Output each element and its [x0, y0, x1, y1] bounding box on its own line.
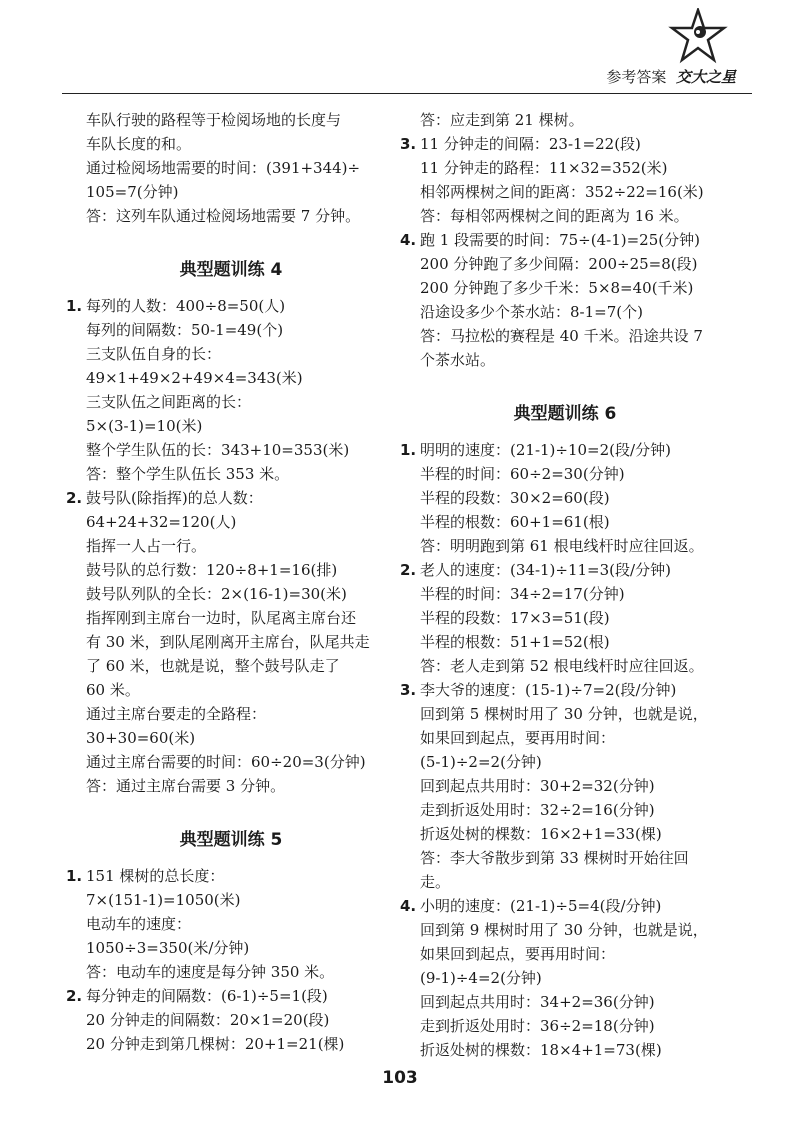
- answer-item-line: [400, 678, 730, 702]
- answer-text-line: (9-1)÷4=2(分钟): [420, 969, 542, 987]
- item-number: 4.: [400, 231, 417, 249]
- answer-text-line: 200 分钟跑了多少间隔：200÷25=8(段): [420, 255, 698, 273]
- answer-text-line: (5-1)÷2=2(分钟): [420, 753, 542, 771]
- answer-text-line: 指挥一人占一行。: [86, 537, 207, 555]
- answer-text-line: 半程的时间：60÷2=30(分钟): [420, 465, 625, 483]
- answer-text-line: 通过检阅场地需要的时间：(391+344)÷: [86, 159, 361, 177]
- answer-text-line: 答：电动车的速度是每分钟 350 米。: [86, 963, 335, 981]
- answer-text-line: 每列的间隔数：50-1=49(个): [86, 321, 284, 339]
- section-heading: 典型题训练 6: [513, 404, 617, 424]
- answer-text-line: 半程的根数：60+1=61(根): [420, 513, 610, 531]
- answer-text-line: 相邻两棵树之间的距离：352÷22=16(米): [420, 183, 704, 201]
- answer-text-line: 走到折返处用时：36÷2=18(分钟): [420, 1017, 655, 1035]
- header-label: [606, 66, 736, 87]
- answer-text-line: 走。: [420, 873, 451, 891]
- answer-text-line: 车队行驶的路程等于检阅场地的长度与: [86, 111, 342, 129]
- answer-text: 11 分钟走的间隔：23-1=22(段): [420, 135, 641, 153]
- answer-text-line: 答：通过主席台需要 3 分钟。: [86, 777, 286, 795]
- answer-item-line: [400, 894, 730, 918]
- answer-text-line: 折返处树的棵数：18×4+1=73(棵): [420, 1041, 662, 1059]
- answer-text-line: 答：老人走到第 52 根电线杆时应往回返。: [420, 657, 704, 675]
- answer-text-line: 三支队伍之间距离的长：: [86, 393, 252, 411]
- answer-text: 每列的人数：400÷8=50(人): [86, 297, 286, 315]
- header-section-title: 参考答案: [606, 68, 667, 86]
- answer-text-line: 回到第 5 棵树时用了 30 分钟，也就是说，: [420, 705, 708, 723]
- answer-text-line: 答：每相邻两棵树之间的距离为 16 米。: [420, 207, 689, 225]
- answer-text-line: 如果回到起点，要再用时间：: [420, 945, 616, 963]
- answer-text-line: 答：李大爷散步到第 33 棵树时开始往回: [420, 849, 689, 867]
- answer-text-line: 105=7(分钟): [86, 183, 179, 201]
- item-number: 1.: [66, 867, 83, 885]
- answer-item-line: [66, 864, 396, 888]
- answer-text: 151 棵树的总长度：: [86, 867, 225, 885]
- answer-text-line: 鼓号队列队的全长：2×(16-1)=30(米): [86, 585, 347, 603]
- answer-text-line: 1050÷3=350(米/分钟): [86, 939, 250, 957]
- answer-text-line: 三支队伍自身的长：: [86, 345, 222, 363]
- answer-text-line: 20 分钟走到第几棵树：20+1=21(棵): [86, 1035, 345, 1053]
- answer-text-line: 半程的段数：30×2=60(段): [420, 489, 610, 507]
- answer-item-line: [400, 438, 730, 462]
- answer-text-line: 半程的根数：51+1=52(根): [420, 633, 610, 651]
- answer-item-line: [66, 486, 396, 510]
- answer-text-line: 电动车的速度：: [86, 915, 192, 933]
- answer-text-line: 个茶水站。: [420, 351, 496, 369]
- answer-text-line: 沿途设多少个茶水站：8-1=7(个): [420, 303, 643, 321]
- answer-text-line: 回到起点共用时：30+2=32(分钟): [420, 777, 655, 795]
- answer-text: 明明的速度：(21-1)÷10=2(段/分钟): [420, 441, 671, 459]
- left-column: [66, 108, 396, 1056]
- answer-text-line: 答：整个学生队伍长 353 米。: [86, 465, 290, 483]
- answer-text-line: 200 分钟跑了多少千米：5×8=40(千米): [420, 279, 694, 297]
- answer-item-line: [400, 132, 730, 156]
- answer-text-line: 答：这列车队通过检阅场地需要 7 分钟。: [86, 207, 361, 225]
- answer-text: 每分钟走的间隔数：(6-1)÷5=1(段): [86, 987, 328, 1005]
- header-rule: [62, 93, 752, 94]
- answer-text-line: 回到第 9 棵树时用了 30 分钟，也就是说，: [420, 921, 708, 939]
- item-number: 2.: [66, 489, 83, 507]
- item-number: 2.: [400, 561, 417, 579]
- answer-text-line: 整个学生队伍的长：343+10=353(米): [86, 441, 350, 459]
- page-number: 103: [382, 1068, 418, 1088]
- answer-text-line: 60 米。: [86, 681, 140, 699]
- answer-text-line: 如果回到起点，要再用时间：: [420, 729, 616, 747]
- answer-text-line: 7×(151-1)=1050(米): [86, 891, 241, 909]
- answer-item-line: [66, 294, 396, 318]
- answer-text-line: 通过主席台要走的全路程：: [86, 705, 267, 723]
- item-number: 1.: [400, 441, 417, 459]
- answer-item-line: [400, 558, 730, 582]
- answer-item-line: [400, 228, 730, 252]
- answer-text-line: 答：明明跑到第 61 根电线杆时应往回返。: [420, 537, 704, 555]
- item-number: 3.: [400, 681, 417, 699]
- answer-text: 李大爷的速度：(15-1)÷7=2(段/分钟): [420, 681, 677, 699]
- answer-text: 跑 1 段需要的时间：75÷(4-1)=25(分钟): [420, 231, 700, 249]
- answer-text-line: 答：应走到第 21 棵树。: [420, 111, 584, 129]
- answer-text-line: 折返处树的棵数：16×2+1=33(棵): [420, 825, 662, 843]
- answer-text-line: 车队长度的和。: [86, 135, 192, 153]
- answer-text-line: 鼓号队的总行数：120÷8+1=16(排): [86, 561, 338, 579]
- answer-text-line: 回到起点共用时：34+2=36(分钟): [420, 993, 655, 1011]
- answer-text-line: 有 30 米，到队尾刚离开主席台，队尾共走: [86, 633, 370, 651]
- answer-text-line: 49×1+49×2+49×4=343(米): [86, 369, 303, 387]
- answer-text-line: 11 分钟走的路程：11×32=352(米): [420, 159, 668, 177]
- answer-text: 老人的速度：(34-1)÷11=3(段/分钟): [420, 561, 671, 579]
- answer-text-line: 5×(3-1)=10(米): [86, 417, 203, 435]
- answer-text-line: 半程的时间：34÷2=17(分钟): [420, 585, 625, 603]
- header-brand: 交大之星: [675, 68, 736, 86]
- answer-text-line: 答：马拉松的赛程是 40 千米。沿途共设 7: [420, 327, 703, 345]
- answer-text: 小明的速度：(21-1)÷5=4(段/分钟): [420, 897, 662, 915]
- answer-text: 鼓号队(除指挥)的总人数：: [86, 489, 263, 507]
- answer-text-line: 20 分钟走的间隔数：20×1=20(段): [86, 1011, 330, 1029]
- item-number: 2.: [66, 987, 83, 1005]
- item-number: 1.: [66, 297, 83, 315]
- answer-text-line: 半程的段数：17×3=51(段): [420, 609, 610, 627]
- section-heading: 典型题训练 4: [179, 260, 283, 280]
- item-number: 3.: [400, 135, 417, 153]
- item-number: 4.: [400, 897, 417, 915]
- section-heading: 典型题训练 5: [179, 830, 283, 850]
- answer-text-line: 了 60 米，也就是说，整个鼓号队走了: [86, 657, 340, 675]
- right-column: [400, 108, 730, 1062]
- answer-text-line: 走到折返处用时：32÷2=16(分钟): [420, 801, 655, 819]
- answer-text-line: 30+30=60(米): [86, 729, 196, 747]
- page-header: [0, 0, 800, 105]
- answer-text-line: 64+24+32=120(人): [86, 513, 237, 531]
- star-logo-icon: [668, 8, 728, 64]
- answer-item-line: [66, 984, 396, 1008]
- answer-text-line: 通过主席台需要的时间：60÷20=3(分钟): [86, 753, 366, 771]
- answer-text-line: 指挥刚到主席台一边时，队尾离主席台还: [86, 609, 357, 627]
